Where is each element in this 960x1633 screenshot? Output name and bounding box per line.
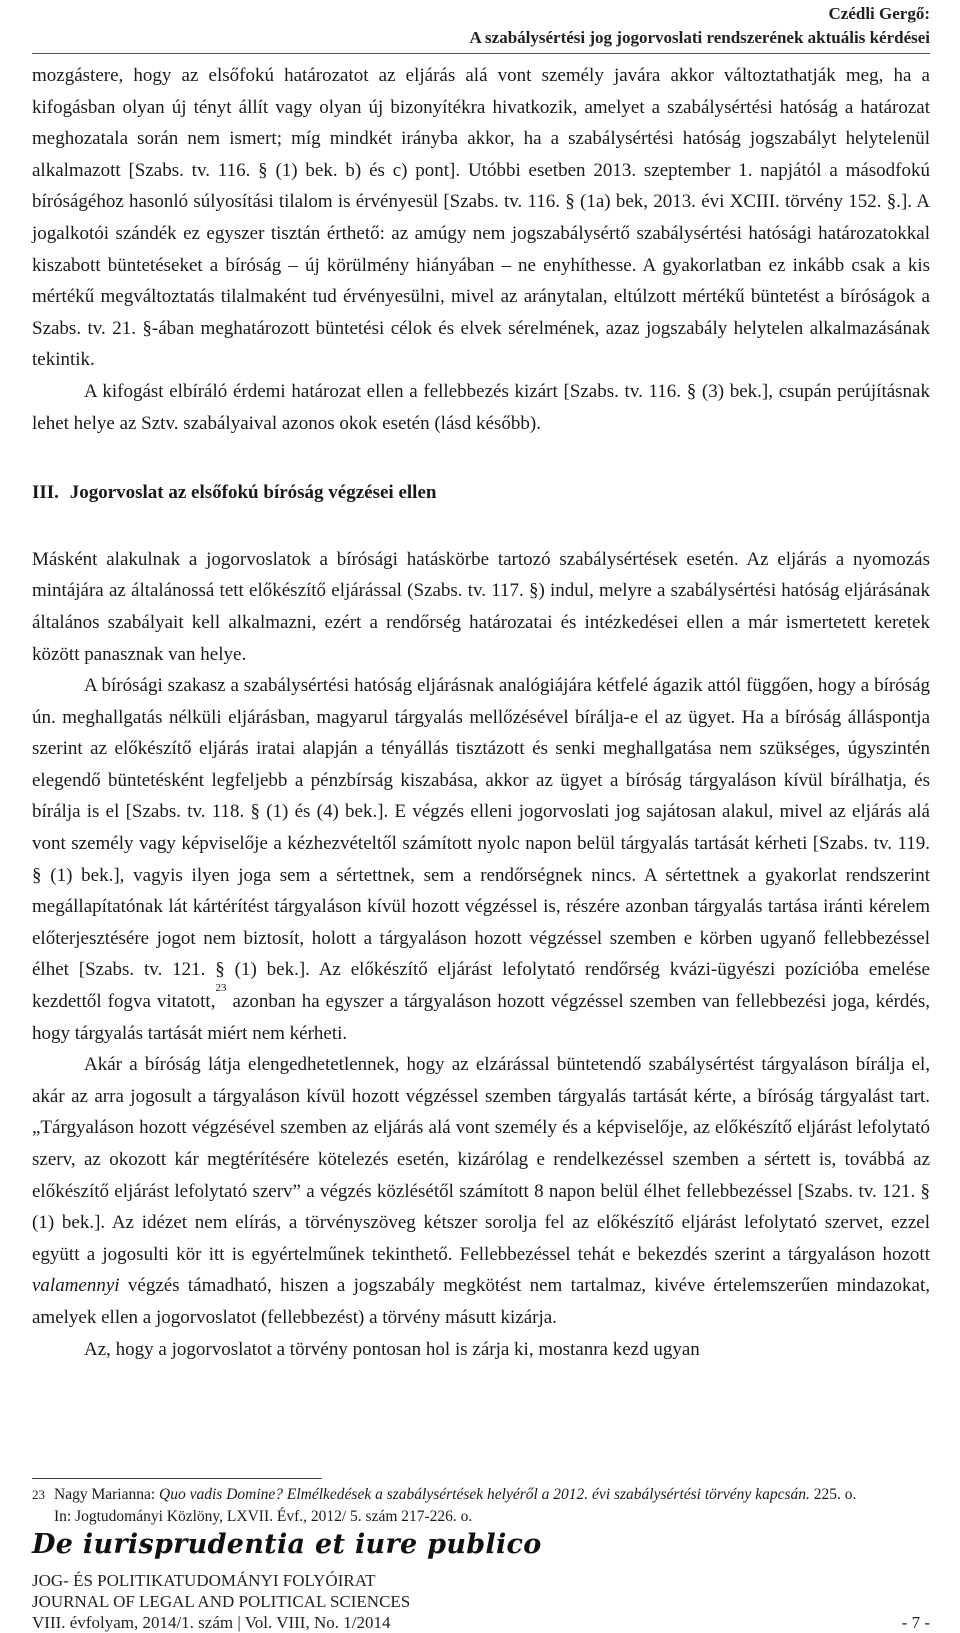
journal-logo-title: De iurisprudentia et iure publico (32, 1529, 542, 1560)
section-heading (32, 477, 930, 509)
footnote (32, 1484, 930, 1528)
footnote-pages: 225. o. (809, 1486, 857, 1503)
journal-footer (32, 1570, 930, 1633)
paragraph-6: Az, hogy a jogorvoslatot a törvény pontosan hol is zárja ki, mostanra kezd ugyan (84, 1338, 700, 1360)
paragraph-3: Másként alakulnak a jogorvoslatok a bírósági hatáskörbe tartozó szabálysértések esetén. Az eljárás a nyomozás mintájára az általánossá tett előkészítő eljárással (Szabs. tv. 117. §) indul, melyre a szabálysértési hatóság eljárásának általános szabályait kell alkalmazni, ezért a rendőrség határozatai és intézkedései ellen a már ismertetett keretek között panasznak van helye. (32, 548, 930, 665)
paragraph-4-text-b: azonban ha egyszer a tárgyaláson hozott végzéssel szemben van fellebbezési joga, kérdés, hogy tárgyalás tartását miért nem kérheti. (32, 991, 931, 1044)
footnote-line-1 (32, 1484, 930, 1506)
paragraph-5-text-b: végzés támadható, hiszen a jogszabály megkötést nem tartalmaz, kivéve értelemszerűen mindazokat, amelyek ellen a jogorvoslatot (fellebbezést) a törvény másutt kizárja. (32, 1275, 930, 1328)
footnote-divider (32, 1478, 322, 1479)
footnote-reference[interactable]: 23 (215, 981, 227, 994)
header-divider (32, 53, 930, 54)
section-title: Jogorvoslat az elsőfokú bíróság végzései ellen (69, 482, 437, 504)
paragraph-5-text-a: Akár a bíróság látja elengedhetetlennek, hogy az elzárással büntetendő szabálysértést tárgyaláson bírálja el, akár az arra jogosult a tárgyaláson kívül hozott végzéssel szemben tárgyalás tartását kérte, a bíróság tárgyalást tart. „Tárgyaláson hozott végzésével szemben az eljárás alá vont személy és a képviselője, az előkészítő eljárást lefolytató szerv, az okozott kár megtérítésére kötelezés esetén, kizárólag e rendelkezéssel szemben a sértett is, továbbá az előkészítő eljárást lefolytató szerv” a végzés közlésétől számított 8 napon belül élhet fellebbezéssel [Szabs. tv. 121. § (1) bek.]. Az idézet nem elírás, a törvényszöveg kétszer sorolja fel az előkészítő eljárást lefolytató szervet, ezzel együtt a jogosulti kör itt is egyértelműnek tekinthető. Fellebbezéssel tehát e bekezdés szerint a tárgyaláson hozott (32, 1054, 930, 1265)
header-title: A szabálysértési jog jogorvoslati rendszerének aktuális kérdései (469, 28, 930, 47)
footnote-number: 23 (32, 1487, 45, 1502)
paragraph-2: A kifogást elbíráló érdemi határozat ellen a fellebbezés kizárt [Szabs. tv. 116. § (3) bek.], csupán perújításnak lehet helye az Sztv. szabályaival azonos okok esetén (lásd később). (32, 380, 930, 434)
journal-hu-title: JOG- ÉS POLITIKATUDOMÁNYI FOLYÓIRAT (32, 1571, 376, 1590)
running-header (469, 2, 930, 50)
footnote-line-2: In: Jogtudományi Közlöny, LXVII. Évf., 2012/ 5. szám 217-226. o. (54, 1508, 473, 1525)
journal-en-title: JOURNAL OF LEGAL AND POLITICAL SCIENCES (32, 1592, 411, 1611)
page-number: - 7 - (901, 1613, 930, 1632)
journal-volume: VIII. évfolyam, 2014/1. szám | Vol. VIII, No. 1/2014 (32, 1613, 391, 1632)
paragraph-5-emphasis: valamennyi (32, 1275, 120, 1297)
header-author: Czédli Gergő: (828, 4, 930, 23)
paragraph-4 (32, 670, 930, 1049)
footnote-title: Quo vadis Domine? Elmélkedések a szabálysértések helyéről a 2012. évi szabálysértési törvény kapcsán. (159, 1486, 810, 1503)
paragraph-5 (32, 1049, 930, 1333)
article-body (32, 60, 930, 1365)
paragraph-1: mozgástere, hogy az elsőfokú határozatot az eljárás alá vont személy javára akkor változtathatják meg, ha a kifogásban olyan új tényt állít vagy olyan új bizonyítékra hivatkozik, amelyet a szabálysértési hatóság a határozat meghozatala során nem ismert; míg mindkét irányba akkor, ha a szabálysértési hatóság jogszabályt helytelenül alkalmazott [Szabs. tv. 116. § (1) bek. b) és c) pont]. Utóbbi esetben 2013. szeptember 1. napjától a másodfokú bíróságéhoz hasonló súlyosítási tilalom is érvényesül [Szabs. tv. 116. § (1a) bek, 2013. évi XCIII. törvény 152. §.]. A jogalkotói szándék ez egyszer tisztán érthető: az amúgy nem jogszabálysértő szabálysértési hatósági határozatokkal kiszabott büntetéseket a bíróság – új körülmény hiányában – ne enyhíthesse. A gyakorlatban ez inkább csak a kis mértékű megváltoztatás tilalmaként tud érvényesülni, mivel az aránytalan, eltúlzott mértékű büntetést a bíróságok a Szabs. tv. 21. §-ában meghatározott büntetési célok és elvek sérelmének, azaz jogszabály helytelen alkalmazásának tekintik. (32, 65, 930, 371)
footnote-author: Nagy Marianna: (54, 1486, 160, 1503)
paragraph-4-text-a: A bírósági szakasz a szabálysértési hatóság eljárásnak analógiájára kétfelé ágazik attól függően, hogy a bíróság ún. meghallgatás nélküli eljárásban, magyarul tárgyalás mellőzésével bírálja-e el az ügyet. Ha a bíróság álláspontja szerint az előkészítő eljárás iratai alapján a tényállás tisztázott és senki meghallgatása nem szükséges, úgyszintén elegendő büntetésként legfeljebb a pénzbírság kiszabása, akkor az ügyet a bíróság tárgyaláson kívül bírálhatja, és bírálja is el [Szabs. tv. 118. § (1) és (4) bek.]. E végzés elleni jogorvoslati jog sajátosan alakul, mivel az eljárás alá vont személy vagy képviselője a kézhezvételtől számított nyolc napon belül tárgyalás tartását kérheti [Szabs. tv. 119. § (1) bek.], vagyis ilyen joga sem a sértettnek, sem a rendőrségnek nincs. A sértettnek a gyakorlat rendszerint megállapítatónak lát kártérítést tárgyaláson kívül hozott végzéssel is, részére azonban tárgyalás tartása iránti kérelem előterjesztésére jogot nem biztosít, holott a tárgyaláson hozott végzéssel szemben e körben ugyanő fellebbezéssel élhet [Szabs. tv. 121. § (1) bek.]. Az előkészítő eljárást lefolytató rendőrség kvázi-ügyészi pozícióba emelése kezdettől fogva vitatott, (32, 675, 930, 1013)
section-number: III. (32, 482, 59, 504)
